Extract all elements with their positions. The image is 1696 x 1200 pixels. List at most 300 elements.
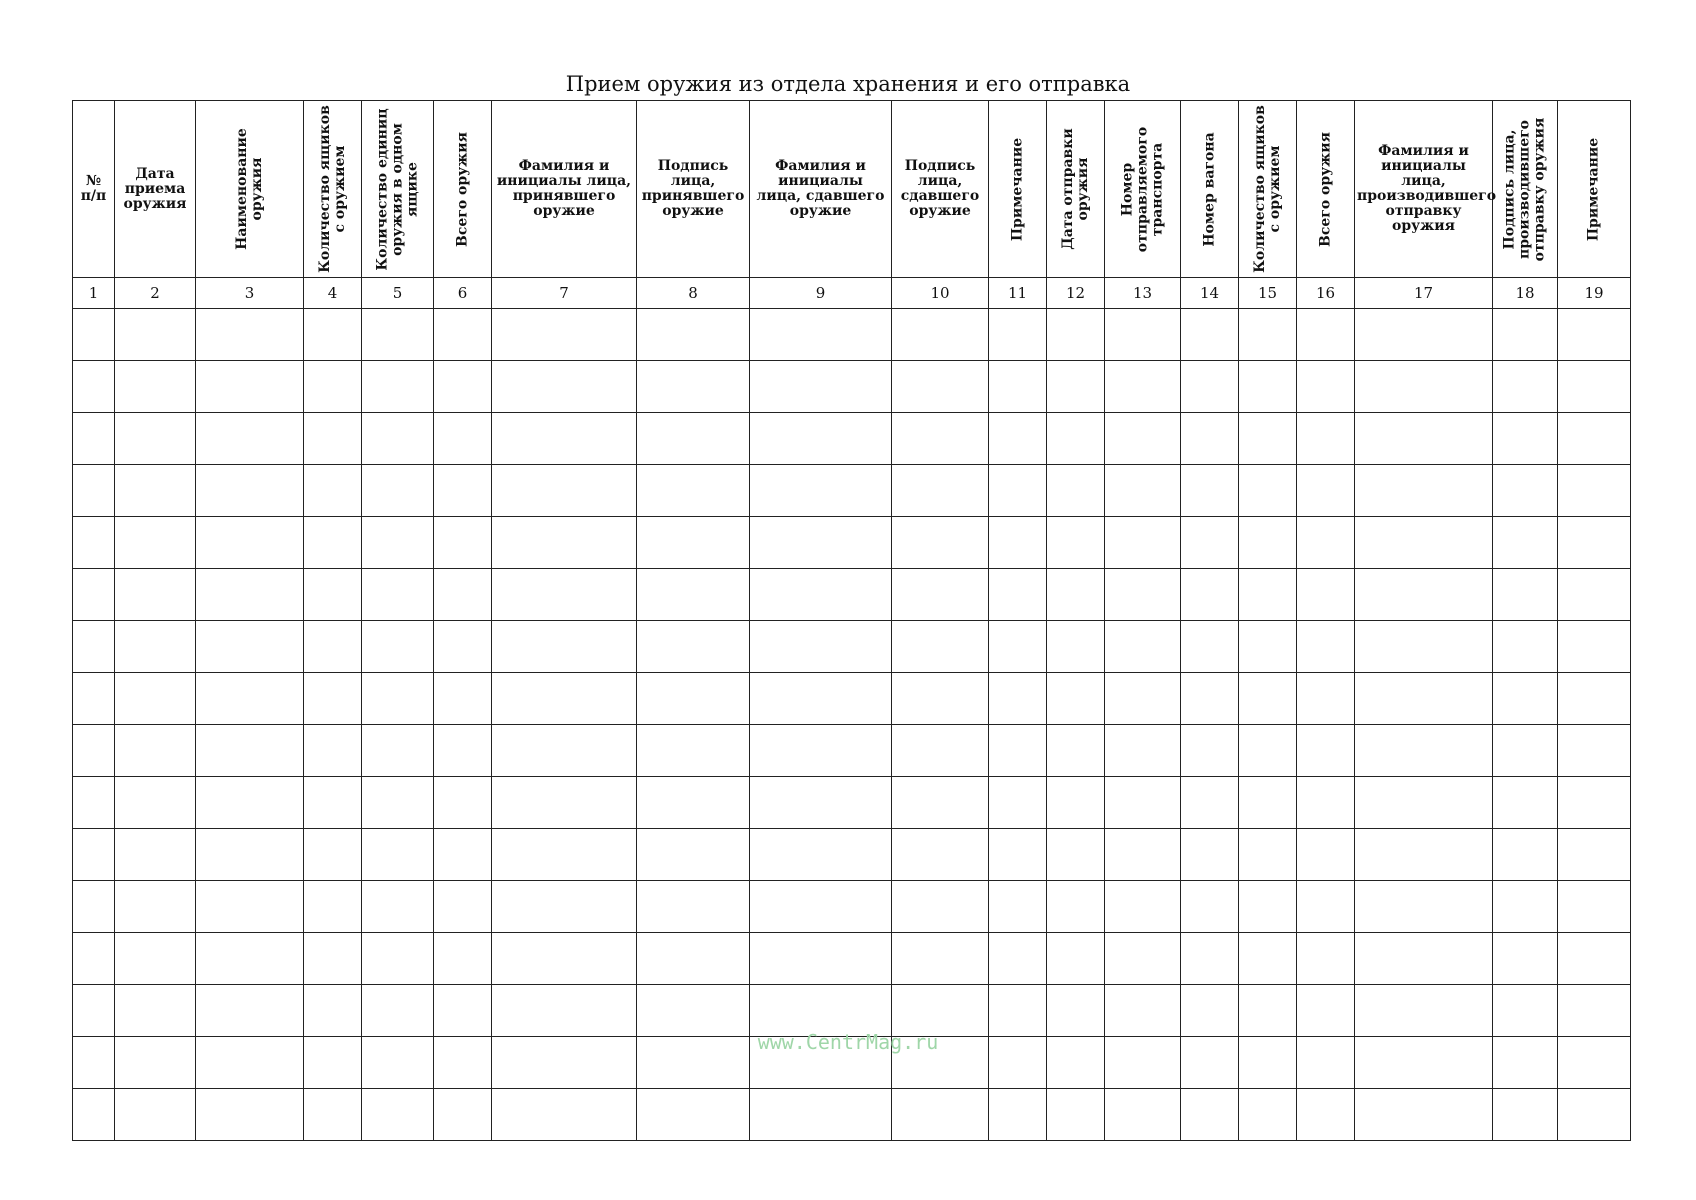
table-cell[interactable] (73, 413, 115, 465)
table-cell[interactable] (1181, 725, 1239, 777)
table-cell[interactable] (73, 777, 115, 829)
table-cell[interactable] (434, 309, 492, 361)
table-cell[interactable] (750, 725, 892, 777)
table-cell[interactable] (1105, 361, 1181, 413)
table-cell[interactable] (115, 621, 196, 673)
table-cell[interactable] (492, 621, 637, 673)
table-cell[interactable] (1047, 569, 1105, 621)
table-cell[interactable] (1355, 1089, 1493, 1141)
table-cell[interactable] (1355, 569, 1493, 621)
table-cell[interactable] (304, 517, 362, 569)
table-cell[interactable] (1297, 465, 1355, 517)
table-cell[interactable] (1047, 517, 1105, 569)
table-cell[interactable] (1355, 725, 1493, 777)
table-cell[interactable] (989, 621, 1047, 673)
table-cell[interactable] (1105, 777, 1181, 829)
table-cell[interactable] (1047, 985, 1105, 1037)
table-cell[interactable] (1105, 569, 1181, 621)
table-cell[interactable] (1558, 985, 1631, 1037)
table-cell[interactable] (1297, 725, 1355, 777)
table-cell[interactable] (304, 725, 362, 777)
table-cell[interactable] (115, 777, 196, 829)
table-cell[interactable] (362, 413, 434, 465)
table-cell[interactable] (1297, 517, 1355, 569)
table-cell[interactable] (362, 465, 434, 517)
table-cell[interactable] (637, 413, 750, 465)
table-cell[interactable] (1181, 933, 1239, 985)
table-cell[interactable] (196, 725, 304, 777)
table-cell[interactable] (892, 517, 989, 569)
table-cell[interactable] (1239, 413, 1297, 465)
table-cell[interactable] (892, 985, 989, 1037)
table-cell[interactable] (892, 725, 989, 777)
table-cell[interactable] (1493, 725, 1558, 777)
table-cell[interactable] (196, 569, 304, 621)
table-cell[interactable] (1493, 985, 1558, 1037)
table-cell[interactable] (1493, 621, 1558, 673)
table-cell[interactable] (637, 881, 750, 933)
table-cell[interactable] (73, 361, 115, 413)
table-cell[interactable] (1297, 621, 1355, 673)
table-cell[interactable] (1297, 1089, 1355, 1141)
table-cell[interactable] (1493, 361, 1558, 413)
table-cell[interactable] (1105, 725, 1181, 777)
table-cell[interactable] (1558, 829, 1631, 881)
table-cell[interactable] (434, 413, 492, 465)
table-cell[interactable] (362, 1089, 434, 1141)
table-cell[interactable] (1047, 933, 1105, 985)
table-cell[interactable] (434, 517, 492, 569)
table-cell[interactable] (196, 517, 304, 569)
table-cell[interactable] (434, 829, 492, 881)
table-cell[interactable] (196, 621, 304, 673)
table-cell[interactable] (892, 413, 989, 465)
table-cell[interactable] (1105, 465, 1181, 517)
table-cell[interactable] (1181, 621, 1239, 673)
table-cell[interactable] (750, 413, 892, 465)
table-cell[interactable] (362, 777, 434, 829)
table-cell[interactable] (989, 309, 1047, 361)
table-cell[interactable] (304, 569, 362, 621)
table-cell[interactable] (1558, 1089, 1631, 1141)
table-cell[interactable] (989, 725, 1047, 777)
table-cell[interactable] (434, 673, 492, 725)
table-cell[interactable] (750, 985, 892, 1037)
table-cell[interactable] (1105, 309, 1181, 361)
table-cell[interactable] (1239, 569, 1297, 621)
table-cell[interactable] (1355, 309, 1493, 361)
table-cell[interactable] (434, 725, 492, 777)
table-cell[interactable] (1297, 881, 1355, 933)
table-cell[interactable] (989, 1089, 1047, 1141)
table-cell[interactable] (1558, 569, 1631, 621)
table-cell[interactable] (362, 725, 434, 777)
table-cell[interactable] (1355, 985, 1493, 1037)
table-cell[interactable] (750, 569, 892, 621)
table-cell[interactable] (1105, 933, 1181, 985)
table-cell[interactable] (989, 881, 1047, 933)
table-cell[interactable] (434, 881, 492, 933)
table-cell[interactable] (492, 517, 637, 569)
table-cell[interactable] (492, 413, 637, 465)
table-cell[interactable] (434, 361, 492, 413)
table-cell[interactable] (362, 933, 434, 985)
table-cell[interactable] (362, 517, 434, 569)
table-cell[interactable] (1047, 309, 1105, 361)
column-header-label: Дата приема оружия (123, 165, 187, 212)
column-number: 11 (989, 278, 1047, 309)
table-cell[interactable] (1239, 361, 1297, 413)
table-cell[interactable] (637, 777, 750, 829)
table-cell[interactable] (1105, 829, 1181, 881)
table-cell[interactable] (1047, 413, 1105, 465)
table-cell[interactable] (196, 309, 304, 361)
table-cell[interactable] (1558, 361, 1631, 413)
table-cell[interactable] (1239, 465, 1297, 517)
table-cell[interactable] (196, 1089, 304, 1141)
table-cell[interactable] (637, 309, 750, 361)
table-cell[interactable] (304, 309, 362, 361)
table-cell[interactable] (1239, 621, 1297, 673)
table-cell[interactable] (73, 725, 115, 777)
table-cell[interactable] (1493, 933, 1558, 985)
table-cell[interactable] (989, 465, 1047, 517)
page-title: Прием оружия из отдела хранения и его отправка (565, 72, 1131, 96)
table-cell[interactable] (492, 361, 637, 413)
table-cell[interactable] (989, 985, 1047, 1037)
table-cell[interactable] (73, 621, 115, 673)
table-cell[interactable] (196, 777, 304, 829)
table-cell[interactable] (1355, 621, 1493, 673)
table-cell[interactable] (892, 621, 989, 673)
table-cell[interactable] (637, 673, 750, 725)
table-cell[interactable] (196, 361, 304, 413)
table-cell[interactable] (1239, 673, 1297, 725)
table-cell[interactable] (1297, 829, 1355, 881)
table-cell[interactable] (1558, 309, 1631, 361)
table-cell[interactable] (304, 829, 362, 881)
table-cell[interactable] (362, 985, 434, 1037)
table-cell[interactable] (1181, 673, 1239, 725)
table-cell[interactable] (637, 1089, 750, 1141)
table-cell[interactable] (434, 777, 492, 829)
table-cell[interactable] (1297, 673, 1355, 725)
table-cell[interactable] (73, 881, 115, 933)
table-cell[interactable] (304, 777, 362, 829)
table-cell[interactable] (1047, 777, 1105, 829)
table-cell[interactable] (362, 673, 434, 725)
table-cell[interactable] (1181, 777, 1239, 829)
table-cell[interactable] (1047, 829, 1105, 881)
table-cell[interactable] (892, 569, 989, 621)
column-number: 9 (750, 278, 892, 309)
table-cell[interactable] (304, 361, 362, 413)
column-number: 5 (362, 278, 434, 309)
table-cell[interactable] (892, 673, 989, 725)
column-number: 14 (1181, 278, 1239, 309)
table-cell[interactable] (1558, 621, 1631, 673)
table-cell[interactable] (1239, 517, 1297, 569)
table-cell[interactable] (73, 673, 115, 725)
table-cell[interactable] (892, 777, 989, 829)
table-cell[interactable] (115, 933, 196, 985)
table-cell[interactable] (196, 881, 304, 933)
table-cell[interactable] (73, 517, 115, 569)
table-cell[interactable] (196, 985, 304, 1037)
table-cell[interactable] (1239, 309, 1297, 361)
table-cell[interactable] (73, 465, 115, 517)
table-cell[interactable] (1355, 881, 1493, 933)
table-cell[interactable] (1181, 361, 1239, 413)
table-cell[interactable] (1558, 725, 1631, 777)
table-cell[interactable] (1047, 361, 1105, 413)
table-cell[interactable] (1047, 881, 1105, 933)
table-cell[interactable] (1493, 465, 1558, 517)
table-cell[interactable] (73, 1089, 115, 1141)
table-cell[interactable] (637, 725, 750, 777)
table-cell[interactable] (304, 881, 362, 933)
table-cell[interactable] (1297, 933, 1355, 985)
table-cell[interactable] (637, 933, 750, 985)
table-cell[interactable] (892, 829, 989, 881)
table-cell[interactable] (1355, 933, 1493, 985)
table-cell[interactable] (115, 985, 196, 1037)
table-cell[interactable] (1181, 309, 1239, 361)
table-cell[interactable] (750, 673, 892, 725)
table-cell[interactable] (1297, 309, 1355, 361)
table-cell[interactable] (637, 361, 750, 413)
table-cell[interactable] (1181, 413, 1239, 465)
table-cell[interactable] (1558, 465, 1631, 517)
table-cell[interactable] (434, 465, 492, 517)
table-cell[interactable] (1239, 725, 1297, 777)
table-cell[interactable] (1047, 725, 1105, 777)
table-cell[interactable] (750, 777, 892, 829)
table-cell[interactable] (362, 881, 434, 933)
table-row (73, 829, 1631, 881)
table-cell[interactable] (115, 1089, 196, 1141)
table-cell[interactable] (1047, 465, 1105, 517)
table-cell[interactable] (989, 413, 1047, 465)
table-cell[interactable] (362, 361, 434, 413)
table-cell[interactable] (304, 413, 362, 465)
table-cell[interactable] (1558, 777, 1631, 829)
table-cell[interactable] (1181, 517, 1239, 569)
table-cell[interactable] (1181, 985, 1239, 1037)
table-cell[interactable] (434, 621, 492, 673)
table-cell[interactable] (492, 725, 637, 777)
table-cell[interactable] (989, 361, 1047, 413)
table-cell[interactable] (989, 569, 1047, 621)
table-cell[interactable] (892, 933, 989, 985)
table-cell[interactable] (1493, 777, 1558, 829)
table-cell[interactable] (1558, 933, 1631, 985)
table-cell[interactable] (1355, 413, 1493, 465)
table-cell[interactable] (750, 309, 892, 361)
table-cell[interactable] (637, 985, 750, 1037)
table-cell[interactable] (73, 309, 115, 361)
table-cell[interactable] (492, 777, 637, 829)
table-cell[interactable] (892, 1089, 989, 1141)
table-cell[interactable] (1355, 361, 1493, 413)
table-cell[interactable] (115, 673, 196, 725)
table-cell[interactable] (304, 1089, 362, 1141)
table-cell[interactable] (73, 933, 115, 985)
table-cell[interactable] (196, 933, 304, 985)
table-cell[interactable] (750, 621, 892, 673)
table-cell[interactable] (892, 881, 989, 933)
table-cell[interactable] (362, 621, 434, 673)
column-header-label: Фамилия и инициалы лица, принявшего оружие (496, 158, 632, 219)
table-cell[interactable] (115, 829, 196, 881)
table-cell[interactable] (492, 933, 637, 985)
table-cell[interactable] (1105, 1089, 1181, 1141)
table-cell[interactable] (304, 985, 362, 1037)
table-cell[interactable] (1558, 673, 1631, 725)
table-cell[interactable] (1239, 881, 1297, 933)
table-cell[interactable] (73, 569, 115, 621)
table-row (73, 777, 1631, 829)
column-header-12 (1047, 101, 1105, 278)
table-cell[interactable] (750, 829, 892, 881)
table-cell[interactable] (1105, 881, 1181, 933)
table-cell[interactable] (1181, 881, 1239, 933)
table-cell[interactable] (1493, 881, 1558, 933)
table-cell[interactable] (362, 309, 434, 361)
table-cell[interactable] (196, 413, 304, 465)
table-cell[interactable] (989, 777, 1047, 829)
table-cell[interactable] (1558, 413, 1631, 465)
table-cell[interactable] (1239, 933, 1297, 985)
table-cell[interactable] (115, 465, 196, 517)
table-cell[interactable] (434, 985, 492, 1037)
table-cell[interactable] (73, 985, 115, 1037)
table-cell[interactable] (1239, 829, 1297, 881)
table-cell[interactable] (1105, 673, 1181, 725)
table-cell[interactable] (492, 1089, 637, 1141)
table-cell[interactable] (1355, 673, 1493, 725)
table-cell[interactable] (1105, 621, 1181, 673)
table-cell[interactable] (1181, 1089, 1239, 1141)
table-cell[interactable] (304, 621, 362, 673)
table-cell[interactable] (196, 673, 304, 725)
table-cell[interactable] (115, 725, 196, 777)
column-header-label: Всего оружия (454, 131, 470, 247)
table-cell[interactable] (492, 569, 637, 621)
table-cell[interactable] (115, 517, 196, 569)
column-header-6 (434, 101, 492, 278)
table-cell[interactable] (1047, 1089, 1105, 1141)
table-cell[interactable] (750, 1089, 892, 1141)
table-cell[interactable] (1493, 309, 1558, 361)
table-cell[interactable] (1239, 777, 1297, 829)
table-cell[interactable] (750, 933, 892, 985)
table-cell[interactable] (989, 829, 1047, 881)
table-cell[interactable] (362, 569, 434, 621)
table-cell[interactable] (304, 673, 362, 725)
table-cell[interactable] (115, 569, 196, 621)
table-cell[interactable] (304, 933, 362, 985)
column-header-label: Всего оружия (1317, 131, 1333, 247)
table-cell[interactable] (434, 933, 492, 985)
table-cell[interactable] (196, 465, 304, 517)
table-cell[interactable] (1558, 881, 1631, 933)
table-cell[interactable] (434, 1089, 492, 1141)
table-cell[interactable] (1181, 569, 1239, 621)
table-cell[interactable] (434, 569, 492, 621)
table-cell[interactable] (637, 829, 750, 881)
table-cell[interactable] (1297, 413, 1355, 465)
table-cell[interactable] (637, 517, 750, 569)
table-cell[interactable] (115, 309, 196, 361)
table-cell[interactable] (1239, 1089, 1297, 1141)
table-cell[interactable] (750, 361, 892, 413)
table-cell[interactable] (1355, 517, 1493, 569)
table-cell[interactable] (1105, 413, 1181, 465)
table-cell[interactable] (1355, 777, 1493, 829)
table-cell[interactable] (115, 413, 196, 465)
table-cell[interactable] (115, 361, 196, 413)
table-cell[interactable] (1181, 829, 1239, 881)
table-cell[interactable] (1181, 465, 1239, 517)
table-cell[interactable] (492, 673, 637, 725)
table-cell[interactable] (1355, 465, 1493, 517)
table-cell[interactable] (892, 309, 989, 361)
table-cell[interactable] (1297, 985, 1355, 1037)
table-cell[interactable] (73, 829, 115, 881)
table-cell[interactable] (1493, 517, 1558, 569)
table-cell[interactable] (115, 881, 196, 933)
table-cell[interactable] (750, 465, 892, 517)
table-cell[interactable] (750, 881, 892, 933)
table-cell[interactable] (1355, 829, 1493, 881)
table-cell[interactable] (1493, 569, 1558, 621)
table-cell[interactable] (989, 673, 1047, 725)
table-cell[interactable] (892, 465, 989, 517)
table-cell[interactable] (1047, 673, 1105, 725)
table-cell[interactable] (1493, 829, 1558, 881)
table-cell[interactable] (1558, 517, 1631, 569)
table-cell[interactable] (362, 829, 434, 881)
table-cell[interactable] (492, 881, 637, 933)
table-row (73, 361, 1631, 413)
table-cell[interactable] (989, 517, 1047, 569)
table-cell[interactable] (492, 465, 637, 517)
table-cell[interactable] (1297, 777, 1355, 829)
table-cell[interactable] (637, 465, 750, 517)
table-cell[interactable] (1493, 673, 1558, 725)
table-cell[interactable] (637, 621, 750, 673)
table-cell[interactable] (892, 361, 989, 413)
table-cell[interactable] (196, 829, 304, 881)
table-cell[interactable] (304, 465, 362, 517)
table-cell[interactable] (1047, 621, 1105, 673)
table-cell[interactable] (750, 517, 892, 569)
table-cell[interactable] (989, 933, 1047, 985)
table-cell[interactable] (492, 829, 637, 881)
table-cell[interactable] (637, 569, 750, 621)
table-cell[interactable] (1493, 413, 1558, 465)
table-cell[interactable] (1297, 361, 1355, 413)
table-cell[interactable] (1105, 985, 1181, 1037)
table-cell[interactable] (492, 985, 637, 1037)
table-cell[interactable] (1297, 569, 1355, 621)
table-cell[interactable] (1105, 517, 1181, 569)
column-header-label: Наименование оружия (233, 128, 265, 250)
table-cell[interactable] (1239, 985, 1297, 1037)
table-cell[interactable] (1493, 1089, 1558, 1141)
table-cell[interactable] (492, 309, 637, 361)
